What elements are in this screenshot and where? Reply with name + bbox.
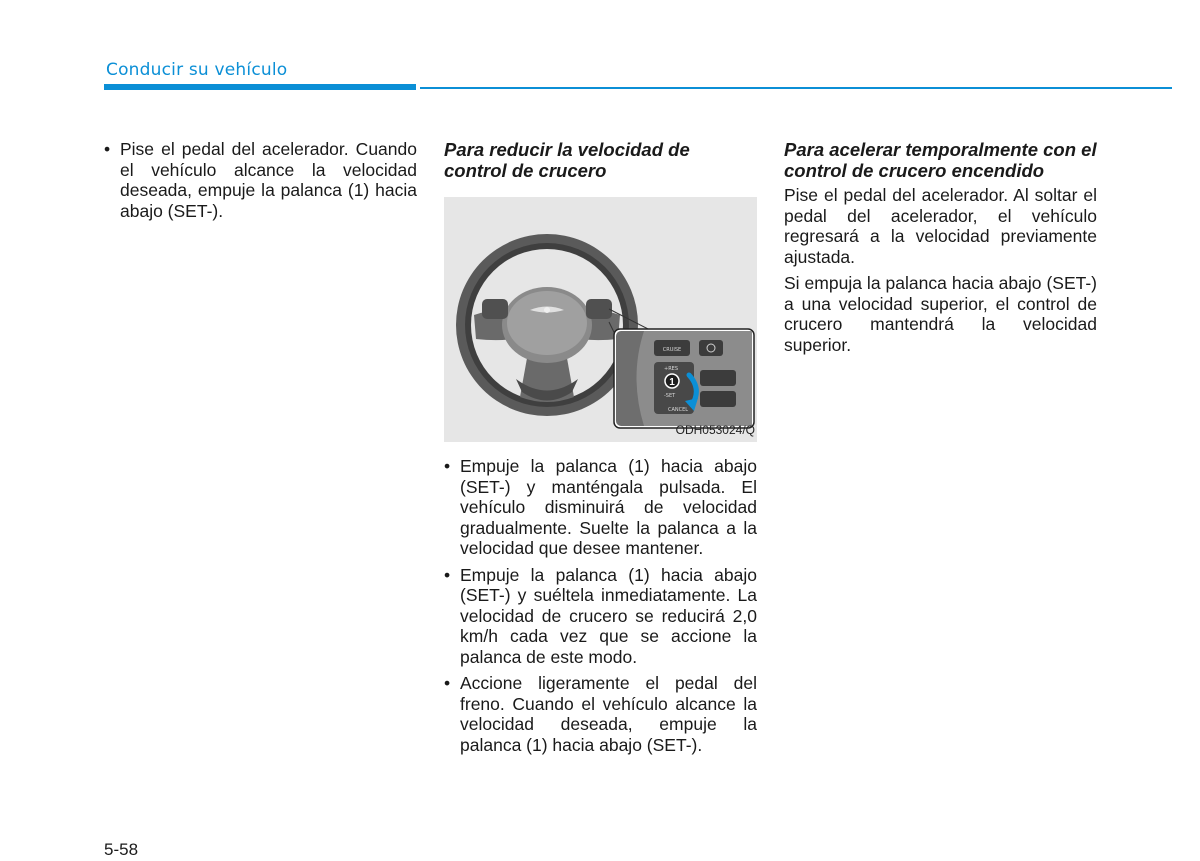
steering-wheel-illustration xyxy=(444,197,757,442)
callout-number: 1 xyxy=(669,377,675,388)
column-right xyxy=(784,139,1097,361)
inset-label-cruise: CRUISE xyxy=(662,347,682,353)
header-rule-thin xyxy=(420,87,1172,89)
subsection-heading: Para reducir la velocidad de control de crucero xyxy=(444,139,690,181)
bullet-dot: • xyxy=(444,564,451,585)
list-item xyxy=(444,565,757,668)
steering-wheel-figure xyxy=(444,197,757,442)
bullet-dot: • xyxy=(104,139,111,159)
section-title: Conducir su vehículo xyxy=(106,60,288,80)
paragraph: Si empuja la palanca hacia abajo (SET-) a una velocidad superior, el control de crucero mantendrá la velocidad superior. xyxy=(784,273,1097,355)
inset-label-cancel: CANCEL xyxy=(668,407,689,413)
list-item-text: Pise el pedal del acelerador. Cuando el vehículo alcance la velocidad deseada, empuje la palanca (1) hacia abajo (SET-). xyxy=(120,139,417,221)
inset-label-res: +RES xyxy=(664,366,678,372)
list-item-text: Empuje la palanca (1) hacia abajo (SET-) y suéltela inmediatamente. La velocidad de crucero se reducirá 2,0 km/h cada vez que se accione la palanca de este modo. xyxy=(460,564,757,667)
header-rule-thick xyxy=(104,84,416,90)
list-item xyxy=(444,673,757,755)
inset-label-set: -SET xyxy=(664,393,676,399)
list-item xyxy=(104,139,417,221)
column-left xyxy=(104,139,417,227)
paragraph: Pise el pedal del acelerador. Al soltar el pedal del acelerador, el vehículo regresará a la velocidad previamente ajustada. xyxy=(784,185,1097,267)
bullet-dot: • xyxy=(444,673,451,693)
bullet-dot: • xyxy=(444,456,451,476)
list-item-text: Accione ligeramente el pedal del freno. Cuando el vehículo alcance la velocidad deseada, empuje la palanca (1) hacia abajo (SET-). xyxy=(460,673,757,755)
column-middle xyxy=(444,139,757,761)
figure-code: ODH053024/Q xyxy=(675,422,755,437)
list-item xyxy=(444,456,757,559)
list-item-text: Empuje la palanca (1) hacia abajo (SET-) y manténgala pulsada. El vehículo disminuirá de velocidad gradualmente. Suelte la palanca a la velocidad que desee mantener. xyxy=(460,456,757,558)
subsection-heading: Para acelerar temporalmente con el control de crucero encendido xyxy=(784,139,1097,181)
page-number: 5-58 xyxy=(104,840,139,859)
